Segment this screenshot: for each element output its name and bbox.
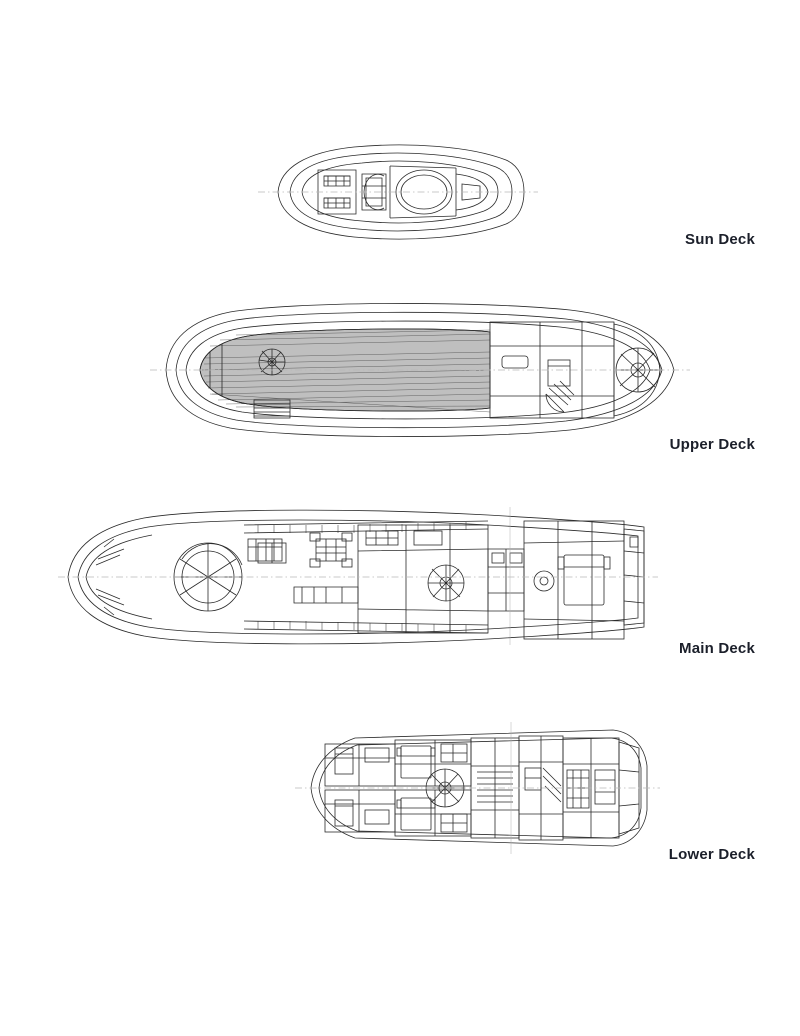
deck-plan-main-deck: [58, 503, 658, 648]
deck-label-main-deck: Main Deck: [679, 640, 755, 657]
deck-plan-upper-deck: [150, 300, 690, 440]
deck-plan-lower-deck: [295, 718, 660, 858]
lower-deck-drawing: [295, 718, 660, 858]
deck-label-sun-deck: Sun Deck: [685, 231, 755, 248]
sun-deck-drawing: [258, 140, 538, 245]
deck-plan-sun-deck: [258, 140, 538, 245]
deck-label-upper-deck: Upper Deck: [669, 436, 755, 453]
main-deck-drawing: [58, 503, 658, 648]
upper-deck-drawing: [150, 300, 690, 440]
deck-label-lower-deck: Lower Deck: [668, 846, 755, 863]
